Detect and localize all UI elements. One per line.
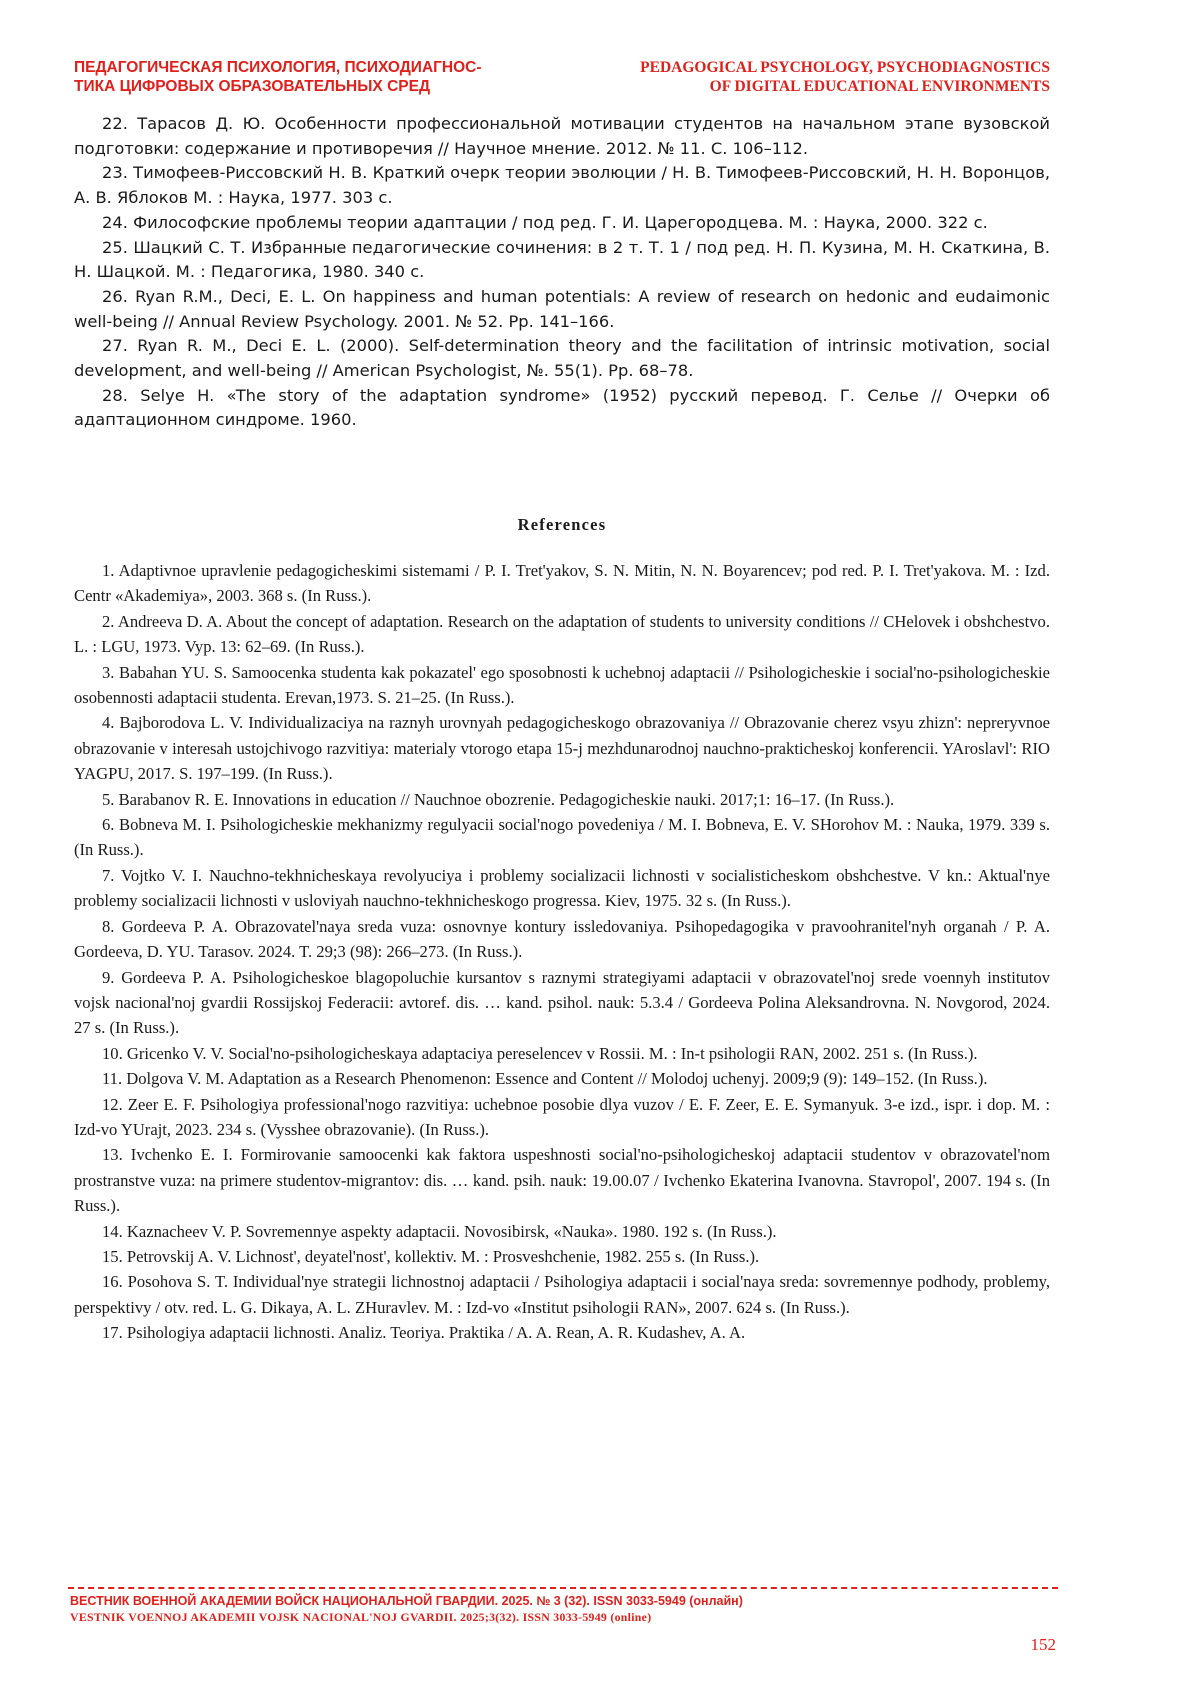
reference-item: 10. Gricenko V. V. Social'no-psihologicheskaya adaptaciya pereselencev v Rossii. M. : In-t psihologii RAN, 2002. 251 s. (In Russ.). (102, 1043, 978, 1063)
references-heading: References (517, 515, 607, 534)
reference-item: 5. Barabanov R. E. Innovations in education // Nauchnoe obozrenie. Pedagogicheskie nauki. 2017;1: 16–17. (In Russ.). (102, 789, 895, 809)
reference-item: 6. Bobneva M. I. Psihologicheskie mekhanizmy regulyacii social'nogo povedeniya / M. I. Bobneva, E. V. SHorohov M. : Nauka, 1979. 339 s. (In Russ.). (74, 815, 1050, 860)
reference-item: 22. Тарасов Д. Ю. Особенности профессиональной мотивации студентов на начальном этапе вузовской подготовки: содержание и противоречия // Научное мнение. 2012. № 11. С. 106–112. (74, 114, 1050, 158)
footer-journal-ru: ВЕСТНИК ВОЕННОЙ АКАДЕМИИ ВОЙСК НАЦИОНАЛЬНОЙ ГВАРДИИ. 2025. № 3 (32). ISSN 3033-5949 (онлайн) (70, 1594, 743, 1608)
footer-divider (68, 1587, 1058, 1589)
running-header-en (530, 58, 1050, 96)
reference-item: 23. Тимофеев-Риссовский Н. В. Краткий очерк теории эволюции / Н. В. Тимофеев-Риссовский, Н. Н. Воронцов, А. В. Яблоков М. : Наука, 1977. 303 с. (74, 163, 1050, 208)
reference-item: 4. Bajborodova L. V. Individualizaciya na raznyh urovnyah pedagogicheskogo obrazovaniya // Obrazovanie cherez vsyu zhizn': nepreryvnoe obrazovanie v interesah ustojchivogo razvitiya: materialy vtorogo etapa 15-j mezhdunarodnoj nauchno-prakticheskoj konferencii. YAroslavl': RIO YAGPU, 2017. S. 197–199. (In Russ.). (74, 713, 1050, 784)
reference-item: 17. Psihologiya adaptacii lichnosti. Analiz. Teoriya. Praktika / A. A. Rean, A. R. Kudashev, A. A. (102, 1323, 746, 1343)
reference-item: 1. Adaptivnoe upravlenie pedagogicheskimi sistemami / P. I. Tret'yakov, S. N. Mitin, N. N. Boyarencev; pod red. P. I. Tret'yakova. M. : Izd. Centr «Akademiya», 2003. 368 s. (In Russ.). (74, 561, 1050, 606)
reference-item: 3. Babahan YU. S. Samoocenka studenta kak pokazatel' ego sposobnosti k uchebnoj adaptacii // Psihologicheskie i social'no-psihologicheskie osobennosti adaptacii studenta. Erevan,1973. S. 21–25. (In Russ.). (74, 662, 1050, 708)
reference-item: 2. Andreeva D. A. About the concept of adaptation. Research on the adaptation of students to university conditions // CHelovek i obshchestvo. L. : LGU, 1973. Vyp. 13: 62–69. (In Russ.). (74, 611, 1050, 657)
reference-item: 9. Gordeeva P. A. Psihologicheskoe blagopoluchie kursantov s raznymi strategiyami adaptacii v obrazovatel'noj srede voennyh institutov vojsk nacional'noj gvardii Rossijskoj Federacii: avtoref. dis. … kand. psihol. nauk: 5.3.4 / Gordeeva Polina Aleksandrovna. N. Novgorod, 2024. 27 s. (In Russ.). (74, 967, 1050, 1038)
reference-item: 7. Vojtko V. I. Nauchno-tekhnicheskaya revolyuciya i problemy socializacii lichnosti v socialisticheskom obshchestve. V kn.: Aktual'nye problemy socializacii lichnosti v usloviyah nauchno-tekhnicheskogo progressa. Kiev, 1975. 32 s. (In Russ.). (74, 865, 1050, 911)
page-number: 152 (1030, 1635, 1056, 1654)
reference-item: 14. Kaznacheev V. P. Sovremennye aspekty adaptacii. Novosibirsk, «Nauka». 1980. 192 s. (In Russ.). (102, 1221, 777, 1241)
reference-item: 26. Ryan R.M., Deci, E. L. On happiness and human potentials: A review of research on hedonic and eudaimonic well-being // Annual Review Psychology. 2001. № 52. Pp. 141–166. (74, 286, 1050, 331)
reference-item: 13. Ivchenko E. I. Formirovanie samoocenki kak faktora uspeshnosti social'no-psihologicheskoj adaptacii studentov v obrazovatel'nom prostranstve vuza: na primere studentov-migrantov: dis. … kand. psih. nauk: 19.00.07 / Ivchenko Ekaterina Ivanovna. Stavropol', 2007. 194 s. (In Russ.). (74, 1145, 1050, 1216)
header-ru-line1: ПЕДАГОГИЧЕСКАЯ ПСИХОЛОГИЯ, ПСИХОДИАГНОС- (74, 59, 482, 76)
reference-item: 15. Petrovskij A. V. Lichnost', deyatel'nost', kollektiv. M. : Prosveshchenie, 1982. 255 s. (In Russ.). (102, 1246, 760, 1266)
reference-item: 25. Шацкий С. Т. Избранные педагогические сочинения: в 2 т. Т. 1 / под ред. Н. П. Кузина, М. Н. Скаткина, В. Н. Шацкой. М. : Педагогика, 1980. 340 с. (74, 237, 1050, 282)
header-ru-line2: ТИКА ЦИФРОВЫХ ОБРАЗОВАТЕЛЬНЫХ СРЕД (74, 78, 430, 95)
reference-item: 8. Gordeeva P. A. Obrazovatel'naya sreda vuza: osnovnye kontury issledovaniya. Psihopedagogika v pravoohranitel'nyh organah / P. A. Gordeeva, D. YU. Tarasov. 2024. T. 29;3 (98): 266–273. (In Russ.). (74, 916, 1050, 962)
header-en-line2: OF DIGITAL EDUCATIONAL ENVIRONMENTS (709, 78, 1050, 95)
reference-list-ru (74, 112, 1050, 433)
reference-item: 27. Ryan R. M., Deci E. L. (2000). Self-determination theory and the facilitation of intrinsic motivation, social development, and well-being // American Psychologist, №. 55(1). Pp. 68–78. (74, 336, 1050, 381)
header-en-line1: PEDAGOGICAL PSYCHOLOGY, PSYCHODIAGNOSTICS (640, 59, 1050, 76)
reference-item: 28. Selye H. «The story of the adaptation syndrome» (1952) русский перевод. Г. Селье // Очерки об адаптационном синдроме. 1960. (74, 385, 1050, 430)
reference-item: 16. Posohova S. T. Individual'nye strategii lichnostnoj adaptacii / Psihologiya adaptacii i social'naya sreda: sovremennye podhody, problemy, perspektivy / otv. red. L. G. Dikaya, A. L. ZHuravlev. M. : Izd-vo «Institut psihologii RAN», 2007. 624 s. (In Russ.). (74, 1272, 1050, 1317)
reference-item: 24. Философские проблемы теории адаптации / под ред. Г. И. Царегородцева. М. : Наука, 2000. 322 с. (102, 212, 988, 232)
reference-item: 11. Dolgova V. M. Adaptation as a Research Phenomenon: Essence and Content // Molodoj uchenyj. 2009;9 (9): 149–152. (In Russ.). (102, 1069, 988, 1089)
reference-item: 12. Zeer E. F. Psihologiya professional'nogo razvitiya: uchebnoe posobie dlya vuzov / E. F. Zeer, E. E. Symanyuk. 3-e izd., ispr. i dop. M. : Izd-vo YUrajt, 2023. 234 s. (Vysshee obrazovanie). (In Russ.). (74, 1094, 1050, 1139)
footer-journal-en: VESTNIK VOENNOJ AKADEMII VOJSK NACIONAL'NOJ GVARDII. 2025;3(32). ISSN 3033-5949 (online) (70, 1610, 652, 1624)
running-header-ru (74, 58, 544, 96)
reference-list-en (74, 558, 1050, 1346)
